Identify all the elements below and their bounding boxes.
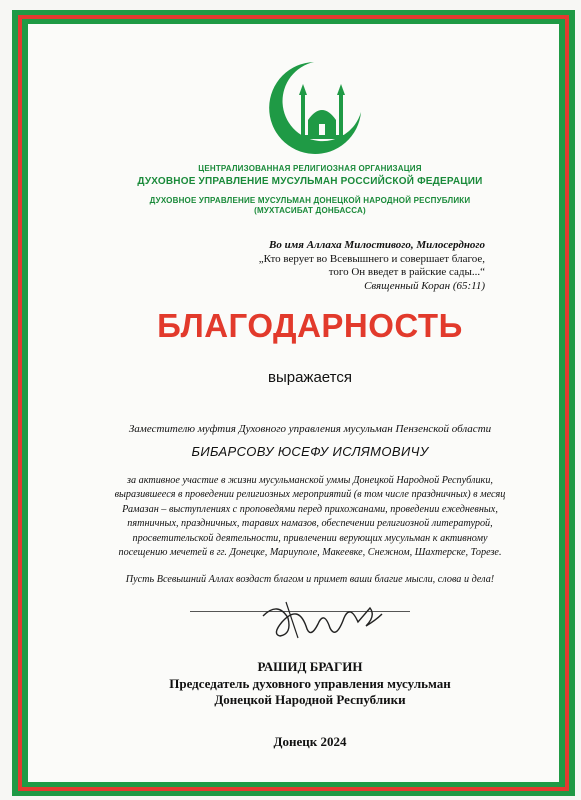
quote-source: Священный Коран (65:11) bbox=[364, 280, 485, 292]
body-line: за активное участие в жизни мусульманской уммы Донецкой Народной Республики, bbox=[127, 475, 493, 486]
wish-text: Пусть Всевышний Аллах воздаст благом и примет ваши благие мысли, слова и дела! bbox=[125, 574, 495, 585]
body-line: выразившееся в проведении религиозных мероприятий (в том числе праздничных) в месяц bbox=[114, 489, 506, 500]
crescent-mosque-icon bbox=[266, 60, 366, 158]
basmala-line: Во имя Аллаха Милостивого, Милосердного bbox=[269, 239, 485, 251]
body-line: пятничных, праздничных, таравих намазов, обеспечении религиозной литературой, bbox=[127, 518, 493, 529]
org-line-3: ДУХОВНОЕ УПРАВЛЕНИЕ МУСУЛЬМАН ДОНЕЦКОЙ НАРОДНОЙ РЕСПУБЛИКИ bbox=[149, 196, 471, 205]
signer-title-line-2: Донецкой Народной Республики bbox=[214, 692, 406, 707]
body-line: Рамазан – выступлениях с проповедями перед прихожанами, проведении ежедневных, bbox=[122, 504, 498, 515]
certificate-title: БЛАГОДАРНОСТЬ bbox=[157, 307, 463, 344]
body-line: посещению мечетей в гг. Донецке, Мариуполе, Макеевке, Снежном, Шахтерске, Торезе. bbox=[118, 547, 502, 558]
signer-name: РАШИД БРАГИН bbox=[257, 659, 363, 674]
org-line-4: (МУХТАСИБАТ ДОНБАССА) bbox=[254, 206, 366, 215]
org-line-1: ЦЕНТРАЛИЗОВАННАЯ РЕЛИГИОЗНАЯ ОРГАНИЗАЦИЯ bbox=[198, 164, 422, 173]
recipient-position: Заместителю муфтия Духовного управления мусульман Пензенской области bbox=[128, 423, 492, 435]
body-line: просветительской деятельности, привлечении верующих мусульман к активному bbox=[132, 533, 488, 544]
signer-title-line-1: Председатель духовного управления мусульман bbox=[169, 676, 451, 691]
place-date: Донецк 2024 bbox=[273, 734, 347, 749]
recipient-name: БИБАРСОВУ ЮСЕФУ ИСЛЯМОВИЧУ bbox=[191, 444, 429, 459]
quote-line-1: „Кто верует во Всевышнего и совершает благое, bbox=[258, 253, 485, 265]
expressed-text: выражается bbox=[268, 369, 352, 386]
signature-image bbox=[258, 596, 388, 646]
quote-line-2: того Он введет в райские сады...“ bbox=[328, 266, 485, 278]
org-line-2: ДУХОВНОЕ УПРАВЛЕНИЕ МУСУЛЬМАН РОССИЙСКОЙ ФЕДЕРАЦИИ bbox=[137, 176, 483, 187]
